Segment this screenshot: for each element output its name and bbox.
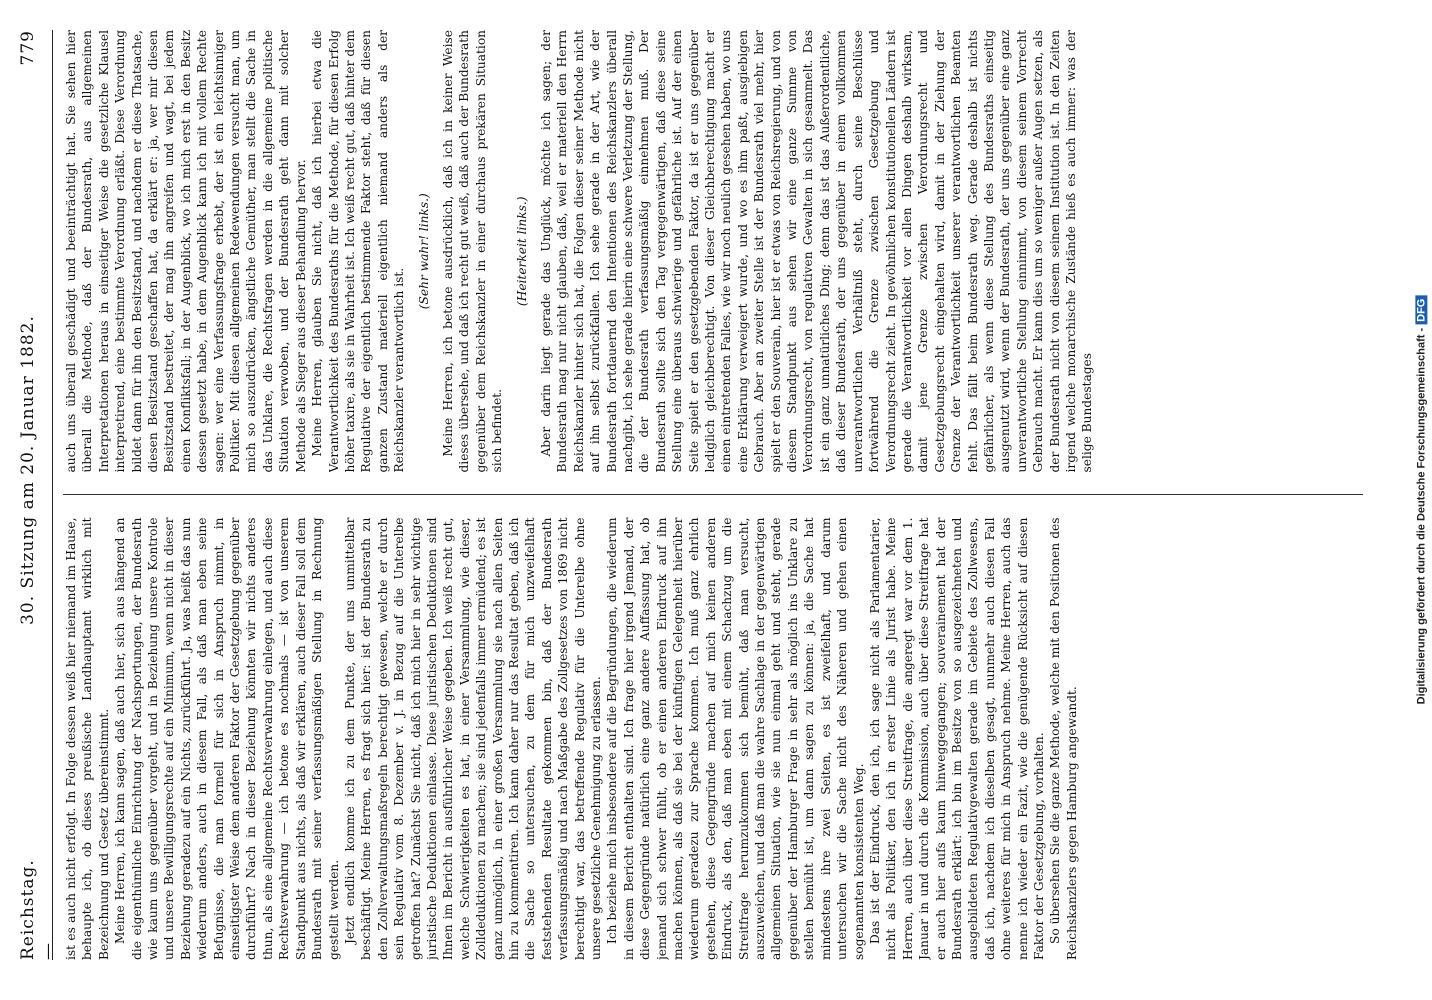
column-divider xyxy=(63,495,1363,496)
page-number: 779 xyxy=(18,30,38,66)
dfg-credit-text: Digitalisierung gefördert durch die Deutsche Forschungsgemeinschaft - xyxy=(1415,327,1427,705)
paragraph: Jetzt endlich komme ich zu dem Punkte, der uns unmittelbar beschäftigt. Meine Herren, es fragt sich hier: ist der Bundesrath zu den Zollverwaltungsmaßregeln berechtigt gewesen, welche er durch sein Regulativ vom 8. Dezember v. J. in Bezug auf die Unterelbe getroffen hat? Zunächst Sie nicht, daß ich mich hier in sehr wichtige juristische Deduktionen einlasse. Diese juristischen Deduktionen sind Ihnen im Bericht in ausführlicher Weise gegeben. Ich weiß recht gut, welche Schwierigkeiten es hat, in einer Versammlung, wie dieser, Zolldeduktionen zu machen; sie sind jedenfalls immer ermüdend; es ist ganz unmöglich, in einer großen Versammlung sie nach allen Seiten hin zu kommentiren. Ich kann daher nur das Resultat geben, daß ich die Sache so untersuchen, zu dem für mich unzweifelhaft feststehenden Resultate gekommen bin, daß der Bundesrath verfassungsmäßig und nach Maßgabe des Zollgesetzes von 1869 nicht berechtigt war, das betreffende Regulativ für die Unterelbe ohne unsere gesetzliche Genehmigung zu erlassen. xyxy=(342,517,603,960)
dfg-credit xyxy=(1415,296,1427,705)
paragraph: Meine Herren, ich betone ausdrücklich, daß ich in keiner Weise dieses übersehe, und daß ich recht gut weiß, daß auch der Bundesrath gegenüber dem Reichskanzler in einer durchaus prekären Situation sich befindet. xyxy=(440,30,505,473)
paragraph: Ich beziehe mich insbesondere auf die Begründungen, die wiederum in diesem Bericht enthalten sind. Ich frage hier irgend Jemand, der diese Gegengründe natürlich eine ganz andere Auffassung hat, ob jemand sich schwer fühlt, ob er einen anderen Eindruck auf ihn machen können, als daß sie bei der künftigen Gelegenheit hierüber wiederum geradezu zur Sprache kommen. Ich muß ganz ehrlich gestehen, diese Gegengründe machen auf mich keinen anderen Eindruck, als den, daß man eben mit einem Schachzug um die Streitfrage herumzukommen sich bemüht, daß man versucht, auszuweichen, und daß man die wahre Sachlage in der gegenwärtigen allgemeinen Situation, wie sie nun einmal geht und steht, gerade gegenüber der Hamburger Frage in sehr als möglich ins Unklare zu stellen bemüht ist, um dann sagen zu können: ja, die Sache hat mindestens ihre zwei Seiten, es ist zweifelhaft, und darum untersuchen wir die Sache nicht des Näheren und gehen einen sogenannten konsistenten Weg. xyxy=(605,517,866,960)
page-header xyxy=(18,30,58,960)
dfg-sidebar xyxy=(1410,0,1432,1000)
paragraph: ist es auch nicht erfolgt. In Folge dessen weiß hier niemand im Hause, behaupte ich, ob dieses preußische Landhauptamt wirklich mit Bezeichnung und Gesetz übereinstimmt. xyxy=(64,517,111,960)
paragraph: So übersehen Sie die ganze Methode, welche mit den Positionen des Reichskanzlers gegen Hamburg angewandt. xyxy=(1048,517,1079,960)
dfg-logo: DFG xyxy=(1415,296,1427,325)
paragraph: Das ist der Eindruck, den ich, ich sage nicht als Parlamentarier, nicht als Politiker, den ich in erster Linie als Jurist habe. Meine Herren, auch über diese Streitfrage, die angeregt war vor dem 1. Januar in und durch die Kommission, auch über diese Streitfrage hat er auch hier aufs kaum hinweggegangen; souverainement hat der Bundesrath erklärt: ich bin im Besitze von so ausgezeichneten und ausgebildeten Regulativgewalten gerade im Gebiete des Zollwesens, daß ich, nachdem ich dieselben gesagt, nunmehr auch diesen Fall ohne weiteres für mich in Anspruch nehme. Meine Herren, auch das nenne ich wieder ein Fazit, wie die genügende Rücksicht auf diesen Faktor der Gesetzgebung, vorhalten. xyxy=(867,517,1046,960)
interjection: (Sehr wahr! links.) xyxy=(416,193,431,310)
paragraph: Meine Herren, glauben Sie nicht, daß ich hierbei etwa die Verantwortlichkeit des Bundesraths für die Methode, für diesen Erfolg höher taxire, als sie in Wahrheit ist. Ich weiß recht gut, daß hinter dem Regulative der eigentlich bestimmende Faktor steht, daß für diesen ganzen Zustand materiell eigentlich niemand anders als der Reichskanzler verantwortlich ist. xyxy=(310,30,407,473)
header-left: Reichstag. — xyxy=(18,859,58,960)
paragraph: Aber darin liegt gerade das Unglück, möchte ich sagen; der Bundesrath mag nur nicht glauben, daß, weil er materiell den Herrn Reichskanzler hinter sich hat, die Folgen dieser seiner Methode nicht auf ihn selbst zurückfallen. Ich sehe gerade in der Art, wie der Bundesrath fortdauernd den Intentionen des Reichskanzlers überall nachgibt, ich sehe gerade hierin eine schwere Verletzung der Stellung, die der Bundesrath verfassungsmäßig einnehmen muß. Der Bundesrath sollte sich den Tag vergegenwärtigen, daß diese seine Stellung eine überaus schwierige und gefährliche ist. Auf der einen Seite spielt er den gesetzgebenden Faktor, da ist er uns gegenüber lediglich gleichberechtigt. Von dieser Gleichberechtigung macht er einen eintretenden Falles, wie wir noch neulich gesehen haben, wo uns eine Erklärung verweigert wurde, und wo es ihm paßt, ausgiebigen Gebrauch. Aber an zweiter Stelle ist der Bundesrath viel mehr, hier spielt er den Souverain, hier ist er etwas von Reichsregierung, und von diesem Standpunkt aus sehen wir eine ganze Summe von Verordnungsrecht, von regulativen Gewalten in sich gesammelt. Das ist ein ganz unnatürliches Ding; denn das ist das Außerordentliche, daß dieser Bundesrath, der uns gegenüber in einem vollkommen unverantwortlichen Verhältniß steht, durch seine Beschlüsse fortwährend die Grenze zwischen Gesetzgebung und Verordnungsrecht zieht. In gewöhnlichen konstitutionellen Ländern ist gerade die Verantwortlichkeit vor allen Dingen deshalb wirksam, damit jene Grenze zwischen Verordnungsrecht und Gesetzgebungsrecht eingehalten wird, damit in der Ziehung der Grenze der Verantwortlichkeit unserer verantwortlichen Beamten fehlt. Das fällt beim Bundesrath weg. Gerade deshalb ist nichts gefährlicher, als wenn diese Stellung des Bundesraths einseitig ausgenutzt wird, wenn der Bundesrath, der uns gegenüber eine ganz unverantwortliche Stellung einnimmt, von diesem seinem Vorrecht Gebrauch macht. Er kann dies um so weniger außer Augen setzen, als der Bundesrath nicht von diesem seinem Institution ist. In den Zeiten irgend welche monarchische Zustände hieß es auch immer: was der selige Bundestages xyxy=(538,30,1095,473)
text-column-right xyxy=(63,30,1363,473)
paragraph: Meine Herren, ich kann sagen, daß auch hier, sich aus hängend an die eigenthümliche Einrichtung der Nachsportungen, der Bundesrath wie kaum uns gegenüber vorgeht, und in Beziehung unsere Kontrole und unsere Bewilligungsrechte auf ein Minimum, wenn nicht in dieser Beziehung geradezu auf ein Nichts, zurückführt. Ja, was heißt das nun wiederum anders, auch in diesem Fall, als daß man eben seine Befugnisse, die man formell für sich in Anspruch nimmt, in einseitigster Weise dem anderen Faktor der Gesetzgebung gegenüber durchführt? Nach in dieser Beziehung könnten wir nichts anderes thun, als eine allgemeine Rechtsverwahrung einlegen, und auch diese Rechtsverwahrung — ich betone es nochmals — ist von unserem Standpunkt aus nichts, als daß wir erklären, auch dieser Fall soll dem Bundesrath mit seiner verfassungsmäßigen Stellung in Rechnung gestellt werden. xyxy=(113,517,341,960)
header-title: 30. Sitzung am 20. Januar 1882. xyxy=(18,315,38,625)
text-columns xyxy=(63,30,1363,960)
paragraph: auch uns überall geschädigt und beeinträchtigt hat. Sie sehen hier überall die Methode, daß der Bundesrath, aus allgemeinen Interpretationen heraus in einseitiger Weise die gesetzliche Klausel interpretirend, eine bestimmte Verordnung erläßt. Diese Verordnung bildet dann für ihn den Besitzstand, und nachdem er diese Thatsache, diesen Besitzstand geschaffen hat, da erklärt er: ja, wer mir diesen Besitzstand bestreitet, der mag ihn angreifen und wagt, bei jedem einen Konfliktsfall; in der Augenblick, wo ich mich erst in den Besitz dessen gesetzt habe, in dem Augenblick kann ich mit vollem Rechte sagen: wer eine Verfassungsfrage erhebt, der ist ein leichtsinniger Politiker. Mit diesen allgemeinen Redewendungen versucht man, um mich so auszudrücken, ängstliche Gemüther, man stellt die Sache in das Unklare, die Rechtsfragen werden in die allgemeine politische Situation verwoben, und der Bundesrath geht dann mit solcher Methode als Sieger aus dieser Behandlung hervor. xyxy=(64,30,308,473)
interjection: (Heiterkeit links.) xyxy=(514,196,529,307)
text-column-left xyxy=(63,518,1363,961)
